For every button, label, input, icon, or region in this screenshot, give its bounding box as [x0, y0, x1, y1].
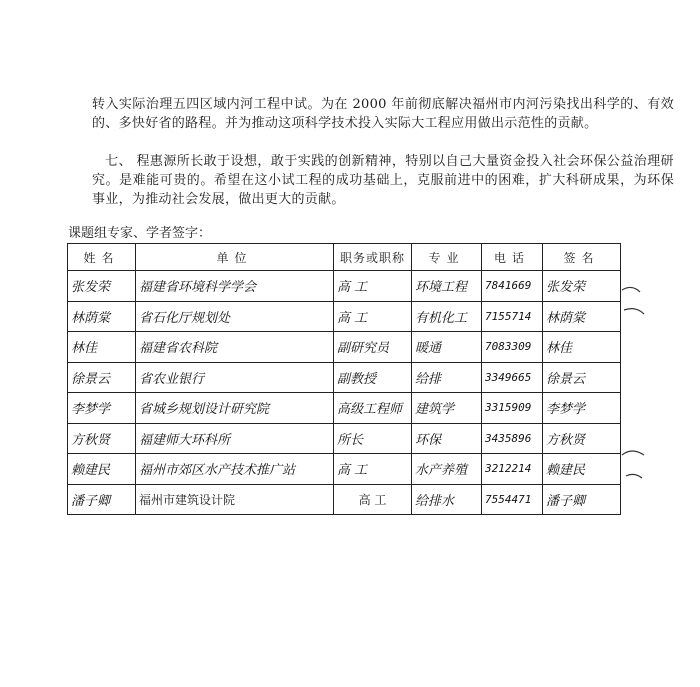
cell-signature: 林荫棠 [543, 301, 621, 332]
cell-phone: 3435896 [482, 423, 543, 454]
cell-unit: 福州市郊区水产技术推广站 [136, 454, 334, 485]
cell-name: 李梦学 [68, 393, 136, 424]
cell-major: 环保 [412, 423, 482, 454]
cell-signature: 林佳 [543, 332, 621, 363]
cell-name: 赖建民 [68, 454, 136, 485]
cell-name: 方秋贤 [68, 423, 136, 454]
cell-phone: 3315909 [482, 393, 543, 424]
margin-handwriting-marks [618, 250, 658, 530]
header-signature: 签名 [543, 244, 621, 271]
cell-major: 有机化工 [412, 301, 482, 332]
table-row [68, 423, 621, 454]
signature-section-title: 课题组专家、学者签字： [68, 226, 212, 241]
paragraph-continuation: 转入实际治理五四区域内河工程中试。为在 2000 年前彻底解决福州市内河污染找出科学的、有效的、多快好省的路程。并为推动这项科学技术投入实际大工程应用做出示范性的贡献。 [92, 97, 674, 131]
cell-signature: 方秋贤 [543, 423, 621, 454]
cell-signature: 赖建民 [543, 454, 621, 485]
table-row [68, 362, 621, 393]
table-row [68, 393, 621, 424]
cell-unit: 省石化厅规划处 [136, 301, 334, 332]
cell-title: 高 工 [334, 301, 412, 332]
header-name: 姓名 [68, 244, 136, 271]
header-phone: 电话 [482, 244, 543, 271]
cell-unit: 省城乡规划设计研究院 [136, 393, 334, 424]
cell-phone: 7083309 [482, 332, 543, 363]
header-title: 职务或职称 [334, 244, 412, 271]
cell-title: 所长 [334, 423, 412, 454]
table-row [68, 454, 621, 485]
table-header-row [68, 244, 621, 271]
signature-table [67, 243, 621, 515]
cell-signature: 李梦学 [543, 393, 621, 424]
cell-unit: 福建省农科院 [136, 332, 334, 363]
table-row [68, 484, 621, 515]
paragraph-section-seven: 七、 程惠源所长敢于设想，敢于实践的创新精神，特别以自己大量资金投入社会环保公益治理研究。是难能可贵的。希望在这小试工程的成功基础上，克服前进中的困难，扩大科研成果，为环保事业，为推动社会发展，做出更大的贡献。 [92, 154, 674, 207]
cell-phone: 7841669 [482, 271, 543, 302]
table-row [68, 332, 621, 363]
cell-name: 张发荣 [68, 271, 136, 302]
cell-signature: 徐景云 [543, 362, 621, 393]
cell-title: 副研究员 [334, 332, 412, 363]
table-row [68, 271, 621, 302]
cell-major: 暖通 [412, 332, 482, 363]
cell-unit: 福建师大环科所 [136, 423, 334, 454]
cell-major: 建筑学 [412, 393, 482, 424]
cell-title: 高 工 [334, 454, 412, 485]
cell-title: 高 工 [334, 484, 412, 515]
header-major: 专业 [412, 244, 482, 271]
cell-unit: 福州市建筑设计院 [136, 484, 334, 515]
cell-signature: 潘子卿 [543, 484, 621, 515]
cell-signature: 张发荣 [543, 271, 621, 302]
cell-phone: 7554471 [482, 484, 543, 515]
table-row [68, 301, 621, 332]
cell-major: 环境工程 [412, 271, 482, 302]
cell-major: 给排水 [412, 484, 482, 515]
cell-phone: 7155714 [482, 301, 543, 332]
cell-name: 徐景云 [68, 362, 136, 393]
cell-name: 林荫棠 [68, 301, 136, 332]
header-unit: 单位 [136, 244, 334, 271]
cell-unit: 福建省环境科学学会 [136, 271, 334, 302]
cell-name: 潘子卿 [68, 484, 136, 515]
cell-phone: 3212214 [482, 454, 543, 485]
cell-name: 林佳 [68, 332, 136, 363]
cell-phone: 3349665 [482, 362, 543, 393]
cell-title: 高级工程师 [334, 393, 412, 424]
cell-major: 给排 [412, 362, 482, 393]
cell-major: 水产养殖 [412, 454, 482, 485]
cell-title: 副教授 [334, 362, 412, 393]
cell-unit: 省农业银行 [136, 362, 334, 393]
cell-title: 高 工 [334, 271, 412, 302]
